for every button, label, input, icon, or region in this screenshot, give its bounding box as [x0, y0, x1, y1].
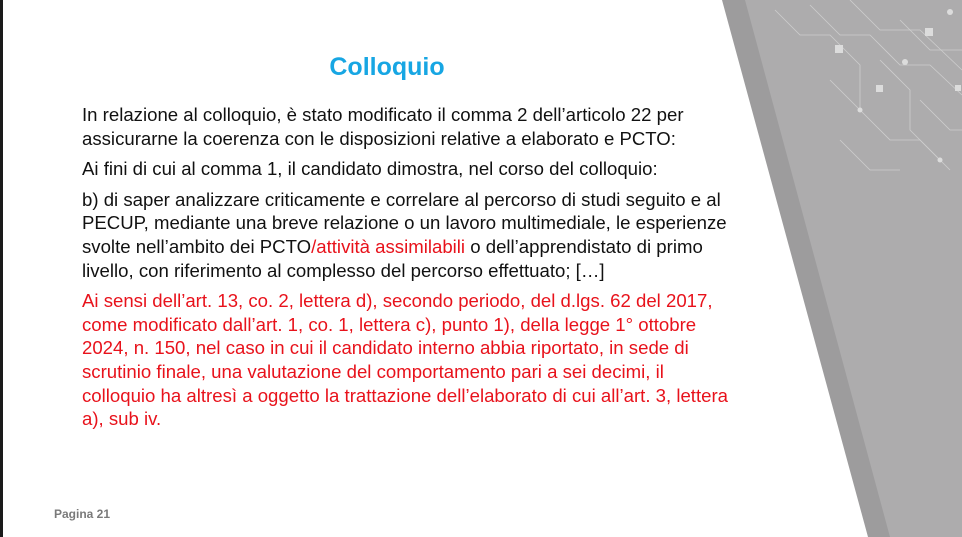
paragraph-b-text-end: o dell’apprendistato di primo livello, con riferimento al complesso del percorso effettuato; […] — [82, 235, 703, 281]
page-number: Pagina 21 — [54, 507, 111, 521]
slide-title: Colloquio — [329, 53, 445, 81]
slide-body — [82, 103, 732, 438]
paragraph-comma: Ai fini di cui al comma 1, il candidato dimostra, nel corso del colloquio: — [82, 158, 658, 180]
paragraph-b — [82, 188, 732, 282]
paragraph-b-text: b) di saper analizzare criticamente e correlare al percorso di studi seguito e al PECUP, mediante una breve relazione o un lavoro multimediale, le esperienze svolte nell’ambito dei PCTO — [82, 188, 727, 257]
paragraph-legal-note: Ai sensi dell’art. 13, co. 2, lettera d), secondo periodo, del d.lgs. 62 del 2017, come modificato dall’art. 1, co. 1, lettera c), punto 1), della legge 1° ottobre 2024, n. 150, nel caso in cui il candidato interno abbia riportato, in sede di scrutinio finale, una valutazione del comportamento pari a sei decimi, il colloquio ha altresì a oggetto la trattazione dell’elaborato di cui all’art. 3, lettera a), sub iv. — [82, 290, 729, 430]
paragraph-b-highlight: /attività assimilabili — [311, 235, 466, 257]
paragraph-intro: In relazione al colloquio, è stato modificato il comma 2 dell’articolo 22 per assicurarne la coerenza con le disposizioni relative a elaborato e PCTO: — [82, 104, 684, 149]
